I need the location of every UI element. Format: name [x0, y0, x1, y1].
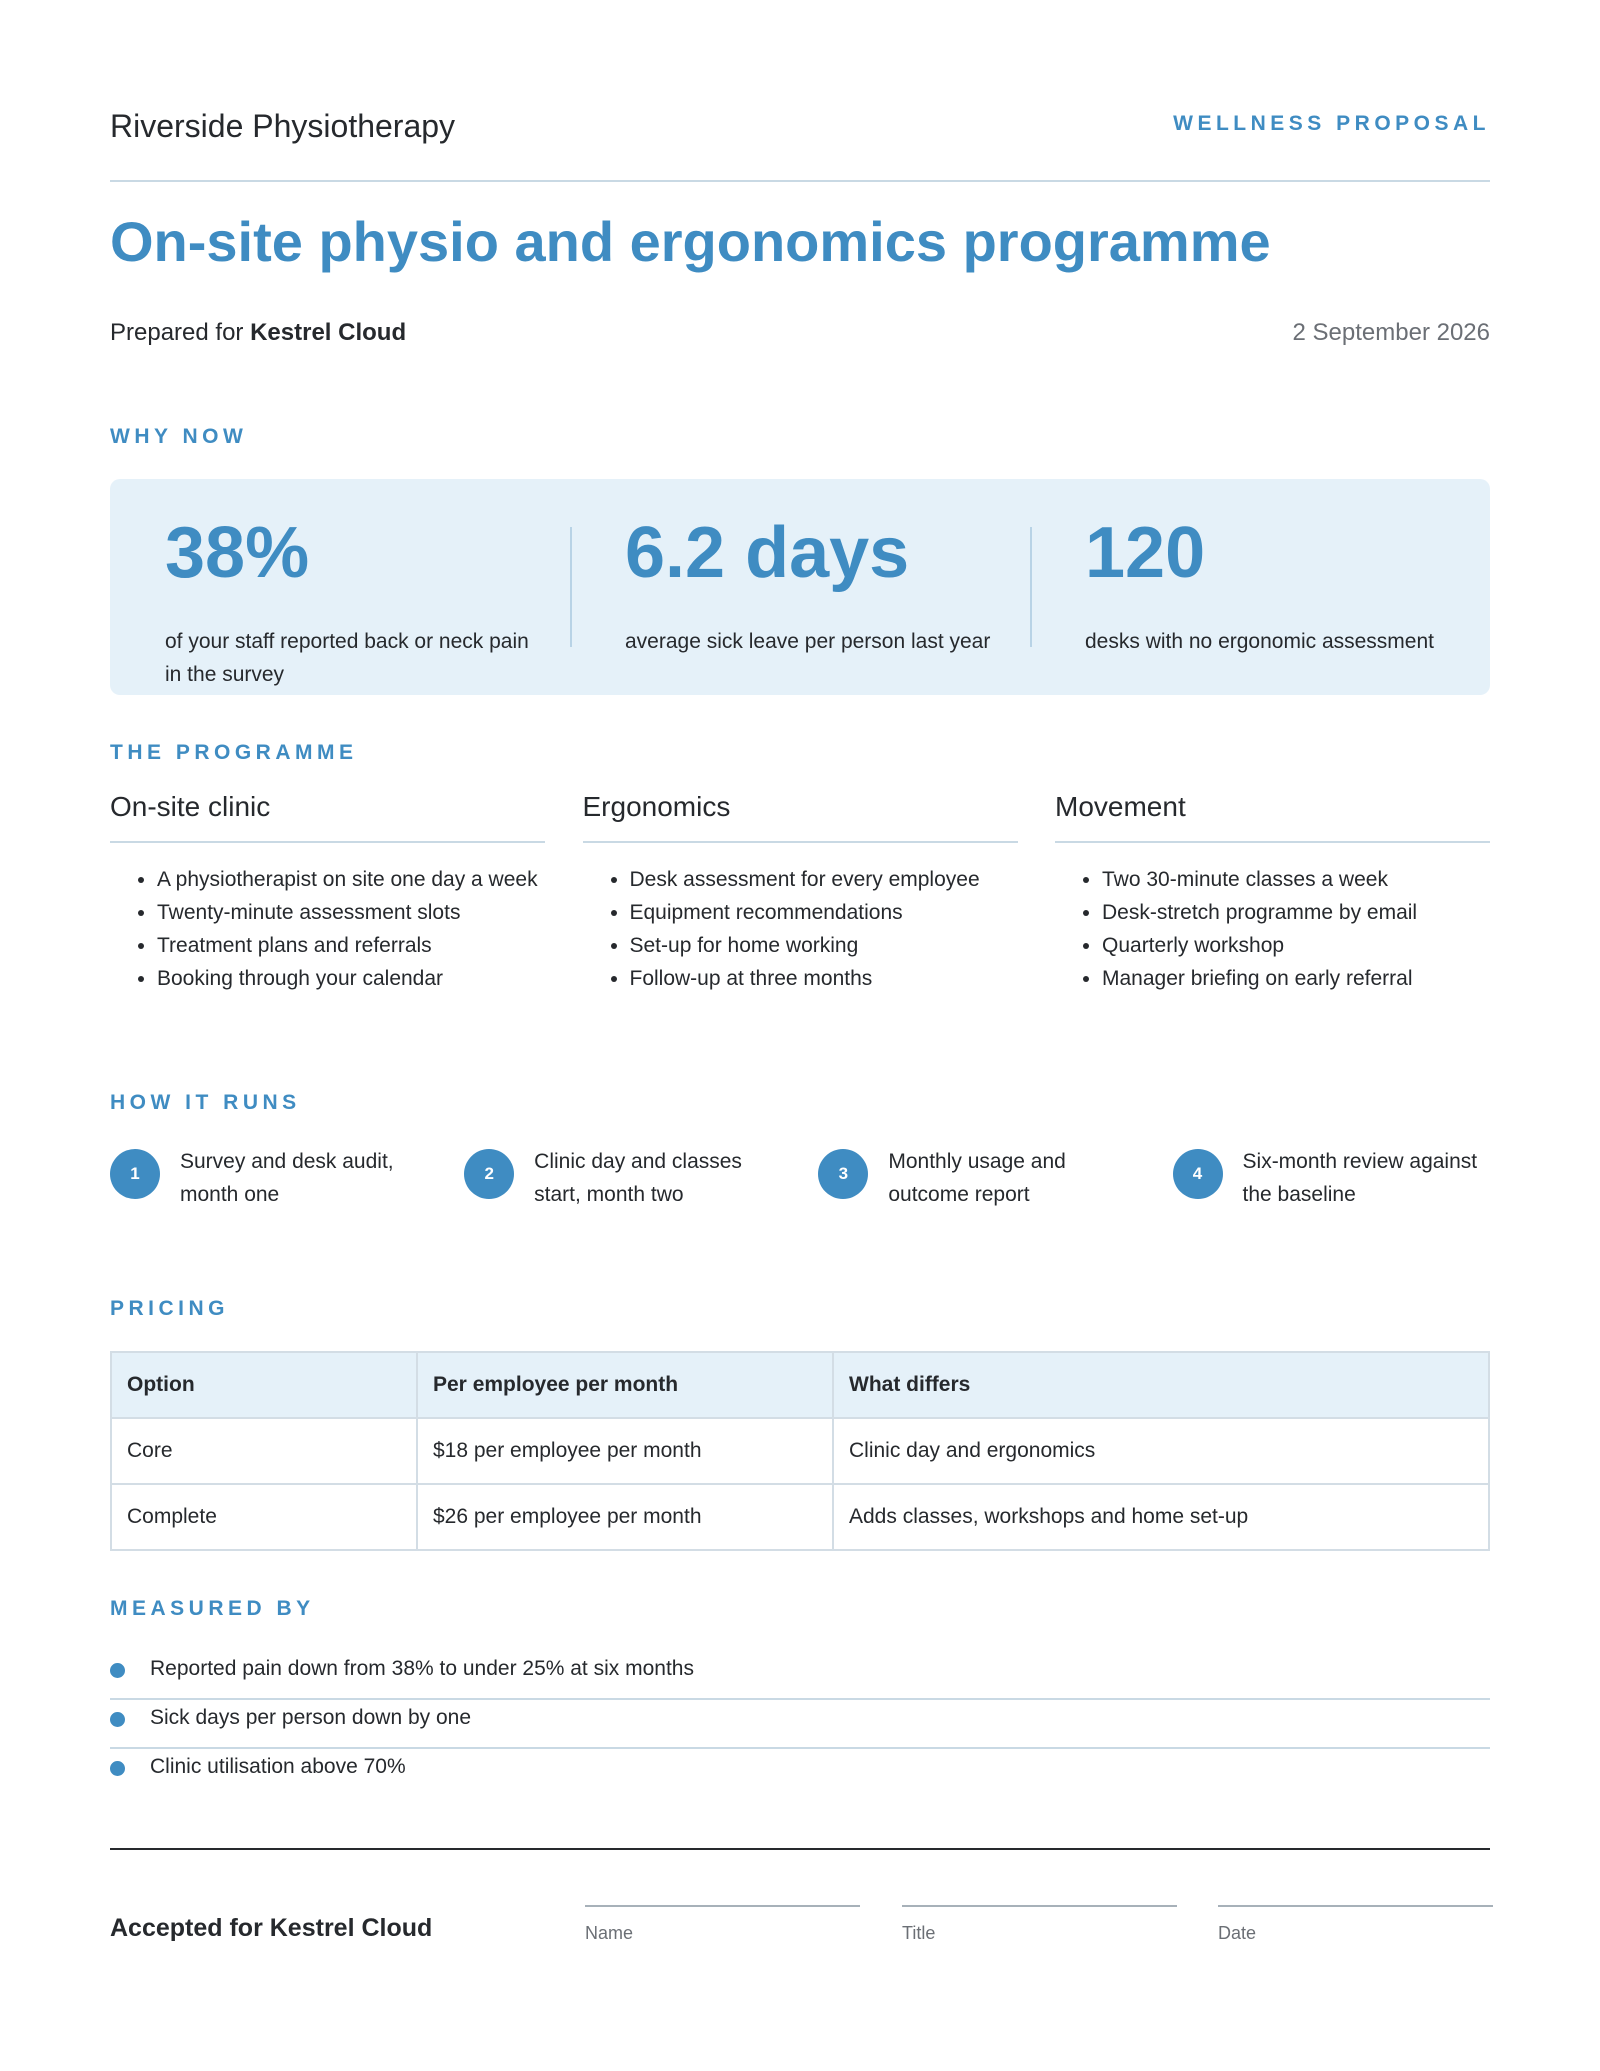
field-label: Date	[1218, 1923, 1257, 1944]
client-name: Kestrel Cloud	[250, 319, 407, 347]
signature-field-date[interactable]	[1218, 1905, 1493, 1944]
table-row	[111, 1484, 1489, 1550]
list-item: • Equipment recommendations	[630, 896, 1018, 929]
field-label: Title	[902, 1923, 936, 1944]
table-cell: $26 per employee per month	[417, 1484, 833, 1550]
column-list	[583, 863, 1018, 995]
document-type-label: WELLNESS PROPOSAL	[1173, 112, 1490, 135]
list-item: • Desk assessment for every employee	[630, 863, 1018, 896]
measure-item	[110, 1700, 1490, 1749]
step-number-badge: 3	[818, 1149, 868, 1199]
step-item	[464, 1145, 818, 1211]
list-item: • Manager briefing on early referral	[1102, 962, 1490, 995]
column-heading: Movement	[1055, 791, 1490, 843]
accepted-label: Accepted for Kestrel Cloud	[110, 1914, 433, 1943]
stat-value: 38%	[165, 513, 310, 594]
stat-item	[1030, 513, 1490, 695]
step-text: Monthly usage and outcome report	[888, 1150, 1066, 1207]
table-cell: Complete	[111, 1484, 417, 1550]
programme-column-clinic	[110, 791, 545, 995]
proposal-date: 2 September 2026	[1292, 319, 1490, 347]
prepared-for	[110, 319, 406, 347]
bullet-dot-icon	[110, 1663, 125, 1678]
column-list	[1055, 863, 1490, 995]
measure-item	[110, 1651, 1490, 1700]
column-header: Option	[111, 1352, 417, 1418]
section-label-programme: THE PROGRAMME	[110, 741, 358, 765]
programme-column-movement	[1055, 791, 1490, 995]
list-item: • Follow-up at three months	[630, 962, 1018, 995]
step-text: Six-month review against the baseline	[1242, 1150, 1478, 1207]
field-label: Name	[585, 1923, 634, 1944]
list-item: • Twenty-minute assessment slots	[157, 896, 545, 929]
bullet-dot-icon	[110, 1712, 125, 1727]
list-item: • Booking through your calendar	[157, 962, 545, 995]
pricing-table	[110, 1351, 1490, 1551]
column-header: Per employee per month	[417, 1352, 833, 1418]
measure-text: Reported pain down from 38% to under 25% at six months	[150, 1657, 694, 1681]
section-label-pricing: PRICING	[110, 1297, 230, 1321]
stat-value: 6.2 days	[625, 513, 910, 594]
page-header	[110, 0, 1490, 182]
page-title: On-site physio and ergonomics programme	[110, 210, 1271, 273]
table-cell: Adds classes, workshops and home set-up	[833, 1484, 1489, 1550]
stat-value: 120	[1085, 513, 1206, 594]
table-header-row	[111, 1352, 1489, 1418]
list-item: • Two 30-minute classes a week	[1102, 863, 1490, 896]
stat-item	[570, 513, 1030, 695]
section-label-why-now: WHY NOW	[110, 425, 248, 449]
table-cell: $18 per employee per month	[417, 1418, 833, 1484]
stat-caption: average sick leave per person last year	[625, 630, 991, 654]
column-list	[110, 863, 545, 995]
prepared-row	[110, 319, 1490, 359]
signature-block	[110, 1850, 1490, 1970]
step-text: Survey and desk audit, month one	[180, 1150, 394, 1207]
column-heading: On-site clinic	[110, 791, 545, 843]
prepared-prefix: Prepared for	[110, 319, 244, 347]
table-cell: Clinic day and ergonomics	[833, 1418, 1489, 1484]
column-heading: Ergonomics	[583, 791, 1018, 843]
measure-item	[110, 1749, 1490, 1796]
programme-columns	[110, 791, 1490, 995]
programme-column-ergonomics	[583, 791, 1018, 995]
measure-text: Clinic utilisation above 70%	[150, 1755, 406, 1779]
organization-name: Riverside Physiotherapy	[110, 108, 456, 144]
step-number-badge: 2	[464, 1149, 514, 1199]
stat-caption: of your staff reported back or neck pain in the survey	[165, 630, 529, 687]
table-cell: Core	[111, 1418, 417, 1484]
step-number-badge: 1	[110, 1149, 160, 1199]
step-text: Clinic day and classes start, month two	[534, 1150, 742, 1207]
step-number-badge: 4	[1173, 1149, 1223, 1199]
step-item	[818, 1145, 1172, 1211]
section-label-measured-by: MEASURED BY	[110, 1597, 315, 1621]
list-item: • Set-up for home working	[630, 929, 1018, 962]
signature-field-name[interactable]	[585, 1905, 860, 1944]
stat-item	[110, 513, 570, 695]
list-item: • A physiotherapist on site one day a week	[157, 863, 545, 896]
section-label-how-it-runs: HOW IT RUNS	[110, 1091, 301, 1115]
list-item: • Treatment plans and referrals	[157, 929, 545, 962]
column-header: What differs	[833, 1352, 1489, 1418]
list-item: • Desk-stretch programme by email	[1102, 896, 1490, 929]
steps-row	[110, 1145, 1490, 1211]
table-row	[111, 1418, 1489, 1484]
step-item	[1173, 1145, 1490, 1211]
bullet-dot-icon	[110, 1761, 125, 1776]
signature-field-title[interactable]	[902, 1905, 1177, 1944]
stat-caption: desks with no ergonomic assessment	[1085, 630, 1434, 654]
list-item: • Quarterly workshop	[1102, 929, 1490, 962]
step-item	[110, 1145, 464, 1211]
stats-panel	[110, 479, 1490, 695]
measures-list	[110, 1651, 1490, 1796]
measure-text: Sick days per person down by one	[150, 1706, 472, 1730]
